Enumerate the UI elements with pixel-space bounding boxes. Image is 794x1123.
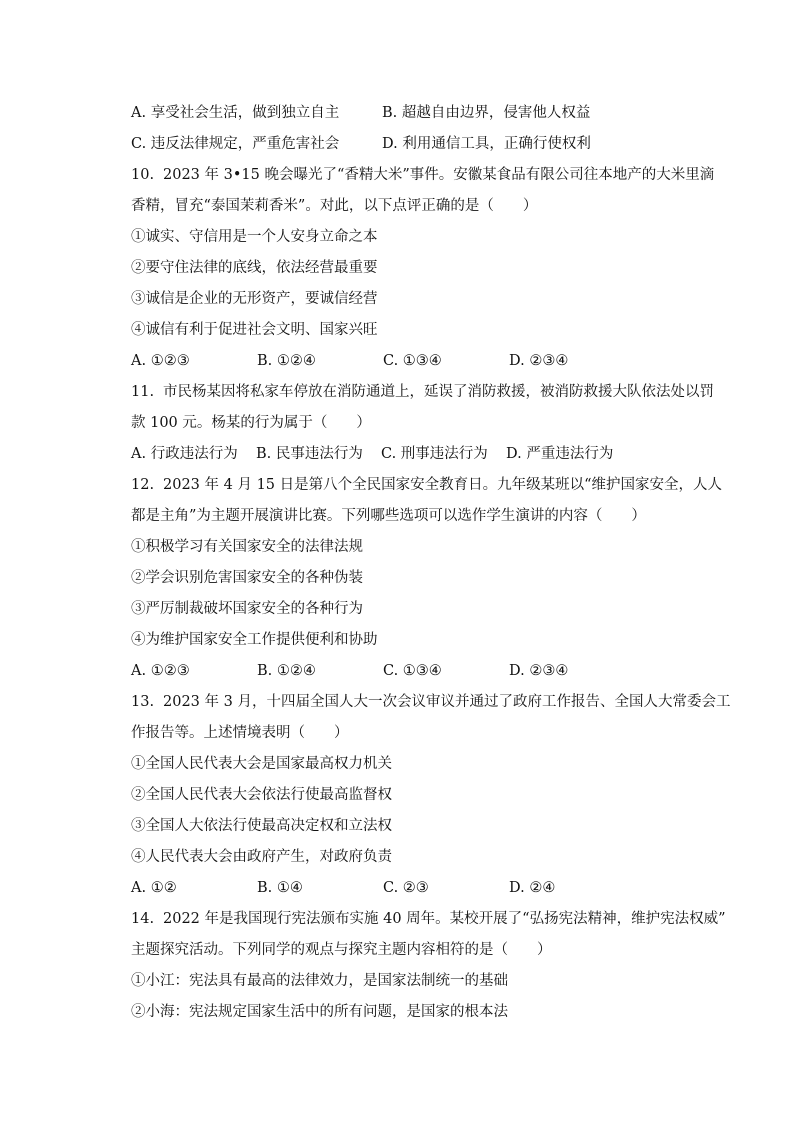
q13-statement-1: ①全国人民代表大会是国家最高权力机关 [131,756,392,772]
q13-statement-2: ②全国人民代表大会依法行使最高监督权 [131,787,392,803]
q14-stem-line-1: 2022 年是我国现行宪法颁布实施 40 周年。某校开展了“弘扬宪法精神，维护宪法权威” [163,911,726,927]
q13-stem [131,687,731,718]
q12-option-a[interactable]: A. ①②③ [131,663,190,679]
q13-option-b[interactable]: B. ①④ [257,880,303,896]
q12-statement-3: ③严厉制裁破坏国家安全的各种行为 [131,601,363,617]
q11-option-d[interactable]: D. 严重违法行为 [506,446,614,462]
q12-statement-2: ②学会识别危害国家安全的各种伪装 [131,570,363,586]
q9-options-row-1 [131,98,711,129]
q11-stem-line-1: 市民杨某因将私家车停放在消防通道上，延误了消防救援，被消防救援大队依法处以罚 [163,384,714,400]
q13-stem-line-1: 2023 年 3 月，十四届全国人大一次会议审议并通过了政府工作报告、全国人大常委会工 [163,694,731,710]
q13-statement-3: ③全国人大依法行使最高决定权和立法权 [131,818,392,834]
q11-options [131,439,711,470]
q10-stem-line-1: 2023 年 3•15 晚会曝光了“香精大米”事件。安徽某食品有限公司往本地产的大米里滴 [163,167,715,183]
q12-statement-4: ④为维护国家安全工作提供便利和协助 [131,632,378,648]
q9-option-d[interactable]: D. 利用通信工具，正确行使权利 [382,136,591,152]
q12-stem [131,470,723,501]
q10-option-c[interactable]: C. ①③④ [383,353,442,369]
q11-option-b[interactable]: B. 民事违法行为 [256,446,363,462]
q9-options-row-2 [131,129,711,160]
q13-stem-line-2: 作报告等。上述情境表明（ ） [131,725,349,741]
q12-stem-line-1: 2023 年 4 月 15 日是第八个全民国家安全教育日。九年级某班以“维护国家安全，人人 [163,477,723,493]
q9-option-a[interactable]: A. 享受社会生活，做到独立自主 [131,105,340,121]
q10-option-a[interactable]: A. ①②③ [131,353,190,369]
q12-stem-line-2: 都是主角”为主题开展演讲比赛。下列哪些选项可以选作学生演讲的内容（ ） [131,508,646,524]
q9-option-c[interactable]: C. 违反法律规定，严重危害社会 [131,136,340,152]
q12-option-c[interactable]: C. ①③④ [383,663,442,679]
q12-options [131,656,711,687]
q11-option-c[interactable]: C. 刑事违法行为 [381,446,488,462]
q14-stem [131,904,726,935]
q10-statement-2: ②要守住法律的底线，依法经营最重要 [131,260,378,276]
q11-number: 11. [131,384,155,400]
q10-option-d[interactable]: D. ②③④ [509,353,569,369]
q10-number: 10. [131,167,155,183]
q13-number: 13. [131,694,155,710]
q11-stem-line-2: 款 100 元。杨某的行为属于（ ） [131,415,371,431]
q11-stem [131,377,714,408]
q13-option-a[interactable]: A. ①② [131,880,177,896]
q12-number: 12. [131,477,155,493]
exam-page [131,98,731,1028]
q10-stem-line-2: 香精，冒充“泰国茉莉香米”。对此，以下点评正确的是（ ） [131,198,538,214]
q13-statement-4: ④人民代表大会由政府产生，对政府负责 [131,849,392,865]
q14-statement-2: ②小海：宪法规定国家生活中的所有问题，是国家的根本法 [131,1004,508,1020]
q10-option-b[interactable]: B. ①②④ [257,353,316,369]
q12-statement-1: ①积极学习有关国家安全的法律法规 [131,539,363,555]
q12-option-b[interactable]: B. ①②④ [257,663,316,679]
q10-statement-3: ③诚信是企业的无形资产，要诚信经营 [131,291,378,307]
q10-options [131,346,711,377]
q13-option-c[interactable]: C. ②③ [383,880,429,896]
q9-option-b[interactable]: B. 超越自由边界，侵害他人权益 [382,105,591,121]
q10-statement-4: ④诚信有利于促进社会文明、国家兴旺 [131,322,378,338]
q10-statement-1: ①诚实、守信用是一个人安身立命之本 [131,229,378,245]
q14-stem-line-2: 主题探究活动。下列同学的观点与探究主题内容相符的是（ ） [131,942,552,958]
q10-stem [131,160,715,191]
q14-statement-1: ①小江：宪法具有最高的法律效力，是国家法制统一的基础 [131,973,508,989]
q11-option-a[interactable]: A. 行政违法行为 [131,446,238,462]
q13-option-d[interactable]: D. ②④ [509,880,556,896]
q12-option-d[interactable]: D. ②③④ [509,663,569,679]
q13-options [131,873,711,904]
q14-number: 14. [131,911,155,927]
